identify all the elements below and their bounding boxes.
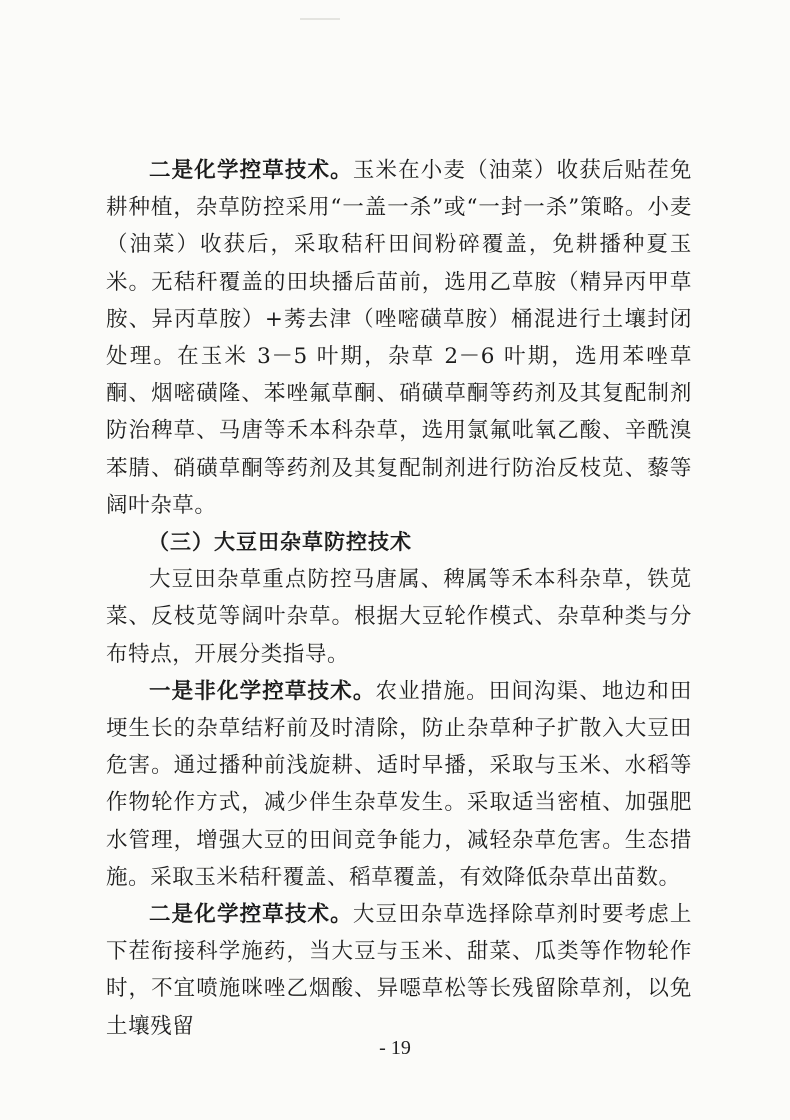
paragraph-body: 农业措施。田间沟渠、地边和田埂生长的杂草结籽前及时清除，防止杂草种子扩散入大豆田危害。通过播种前浅旋耕、适时早播，采取与玉米、水稻等作物轮作方式，减少伴生杂草发生。采取适当密植、加强肥水管理，增强大豆的田间竞争能力，减轻杂草危害。生态措施。采取玉米秸秆覆盖、稻草覆盖，有效降低杂草出苗数。 <box>106 678 692 890</box>
paragraph-lead: 一是非化学控草技术。 <box>149 678 376 704</box>
scan-mark <box>300 18 340 20</box>
paragraph-body: 大豆田杂草重点防控马唐属、稗属等禾本科杂草，铁苋菜、反枝苋等阔叶杂草。根据大豆轮作模式、杂草种类与分布特点，开展分类指导。 <box>106 567 692 667</box>
page-number: - 19 <box>379 1037 411 1059</box>
paragraph-lead: 二是化学控草技术。 <box>149 158 353 183</box>
section-heading-soybean: （三）大豆田杂草防控技术 <box>148 530 412 555</box>
paragraph-chemical-control-corn <box>106 152 692 524</box>
paragraph-non-chemical-control <box>106 673 692 896</box>
paragraph-lead: 二是化学控草技术。 <box>149 902 353 928</box>
paragraph-body: 大豆田杂草选择除草剂时要考虑上下茬衔接科学施药，当大豆与玉米、甜菜、瓜类等作物轮作时，不宜喷施咪唑乙烟酸、异噁草松等长残留除草剂，以免土壤残留 <box>106 902 692 1039</box>
paragraph-body: 玉米在小麦（油菜）收获后贴茬免耕种植，杂草防控采用“一盖一杀”或“一封一杀”策略。小麦（油菜）收获后，采取秸秆田间粉碎覆盖，免耕播种夏玉米。无秸秆覆盖的田块播后苗前，选用乙草胺（精异丙甲草胺、异丙草胺）+莠去津（唑嘧磺草胺）桶混进行土壤封闭处理。在玉米 3－5 叶期，杂草 2－6 叶期，选用苯唑草酮、烟嘧磺隆、苯唑氟草酮、硝磺草酮等药剂及其复配制剂防治稗草、马唐等禾本科杂草，选用氯氟吡氧乙酸、辛酰溴苯腈、硝磺草酮等药剂及其复配制剂进行防治反枝苋、藜等阔叶杂草。 <box>106 158 692 518</box>
paragraph-chemical-control-soybean <box>106 896 692 1045</box>
paragraph-soybean-overview <box>106 561 692 673</box>
body-text <box>106 152 692 1045</box>
